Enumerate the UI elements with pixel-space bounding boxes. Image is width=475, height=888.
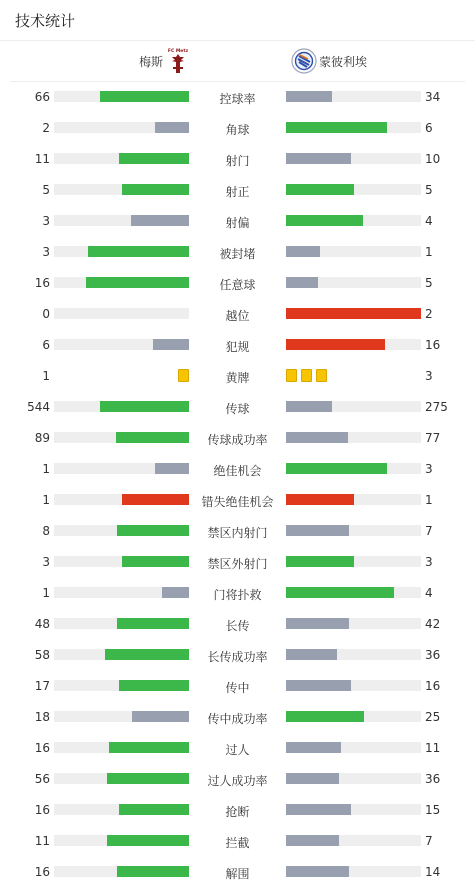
- stat-label: 任意球: [219, 278, 256, 292]
- away-stat-bar-fill: [286, 742, 341, 753]
- stat-row: [0, 81, 475, 112]
- stat-row: [0, 391, 475, 422]
- home-stat-bar: [54, 680, 189, 691]
- away-stat-value: 25: [425, 710, 441, 724]
- home-stat-bar: [54, 742, 189, 753]
- home-stat-value: 1: [42, 493, 50, 507]
- home-stat-bar: [54, 153, 189, 164]
- home-stat-bar-fill: [162, 587, 189, 598]
- away-stat-value: 42: [425, 617, 441, 631]
- away-stat-value: 7: [425, 834, 433, 848]
- stat-label: 长传成功率: [207, 650, 268, 664]
- stat-label: 传中成功率: [207, 712, 268, 726]
- home-stat-value: 16: [34, 741, 50, 755]
- home-stat-value: 1: [42, 586, 50, 600]
- home-stat-bar: [54, 432, 189, 443]
- home-stat-bar-fill: [155, 463, 189, 474]
- stat-row: [0, 453, 475, 484]
- home-stat-value: 11: [34, 834, 50, 848]
- away-stat-bar: [286, 122, 421, 133]
- home-stat-bar-fill: [109, 742, 189, 753]
- home-stat-bar: [54, 308, 189, 319]
- stat-row: [0, 546, 475, 577]
- away-stat-bar-fill: [286, 804, 351, 815]
- home-stat-bar-fill: [107, 835, 189, 846]
- home-stat-value: 11: [34, 152, 50, 166]
- away-stat-bar-fill: [286, 494, 354, 505]
- away-stat-value: 1: [425, 245, 433, 259]
- stat-label: 绝佳机会: [213, 464, 262, 478]
- stat-row: [0, 236, 475, 267]
- away-stat-bar: [286, 773, 421, 784]
- home-stat-value: 66: [34, 90, 50, 104]
- stat-label: 错失绝佳机会: [201, 495, 274, 509]
- away-stat-value: 3: [425, 555, 433, 569]
- away-stat-bar-fill: [286, 308, 421, 319]
- stat-row: [0, 763, 475, 794]
- stat-row: [0, 577, 475, 608]
- home-stat-bar-fill: [88, 246, 189, 257]
- teams-row: [10, 41, 465, 82]
- home-stat-value: 16: [34, 803, 50, 817]
- away-stat-value: 5: [425, 183, 433, 197]
- home-stat-bar-fill: [105, 649, 189, 660]
- away-stat-bar-fill: [286, 773, 339, 784]
- away-stat-bar: [286, 184, 421, 195]
- away-stat-value: 11: [425, 741, 441, 755]
- home-yellow-cards: [178, 369, 189, 382]
- away-stat-bar-fill: [286, 618, 349, 629]
- home-stat-value: 1: [42, 369, 50, 383]
- away-stat-bar: [286, 432, 421, 443]
- stat-row: [0, 205, 475, 236]
- home-stat-bar-fill: [119, 153, 189, 164]
- stat-row: [0, 267, 475, 298]
- away-stat-bar-fill: [286, 432, 348, 443]
- stats-list: [0, 81, 475, 887]
- home-stat-bar: [54, 463, 189, 474]
- away-team-logo[interactable]: [291, 48, 317, 74]
- yellow-card-icon: [286, 369, 297, 382]
- home-stat-value: 544: [27, 400, 50, 414]
- away-stat-bar-fill: [286, 866, 349, 877]
- stat-label: 禁区内射门: [207, 526, 268, 540]
- stat-label: 门将扑救: [213, 588, 262, 602]
- stat-label: 传球成功率: [207, 433, 268, 447]
- away-stat-bar-fill: [286, 525, 349, 536]
- home-stat-bar: [54, 494, 189, 505]
- away-stat-bar: [286, 866, 421, 877]
- away-stat-bar-fill: [286, 277, 318, 288]
- away-stat-bar-fill: [286, 401, 332, 412]
- home-stat-bar-fill: [131, 215, 189, 226]
- away-team-name[interactable]: 蒙彼利埃: [319, 55, 368, 69]
- home-stat-bar-fill: [122, 184, 190, 195]
- away-stat-value: 14: [425, 865, 441, 879]
- away-stat-bar-fill: [286, 649, 337, 660]
- stat-label: 解围: [225, 867, 250, 881]
- stat-row: [0, 701, 475, 732]
- home-stat-bar-fill: [100, 401, 189, 412]
- home-stat-bar-fill: [117, 618, 189, 629]
- home-stat-bar-fill: [119, 680, 189, 691]
- stat-label: 禁区外射门: [207, 557, 268, 571]
- home-stat-value: 48: [34, 617, 50, 631]
- stat-row: [0, 732, 475, 763]
- stat-row: [0, 639, 475, 670]
- home-stat-bar: [54, 246, 189, 257]
- stat-row: [0, 360, 475, 391]
- stat-row: [0, 484, 475, 515]
- away-stat-value: 34: [425, 90, 441, 104]
- away-stat-bar: [286, 618, 421, 629]
- home-stat-bar-fill: [132, 711, 189, 722]
- away-stat-bar-fill: [286, 680, 351, 691]
- away-stat-bar-fill: [286, 556, 354, 567]
- away-stat-bar: [286, 215, 421, 226]
- away-stat-bar: [286, 91, 421, 102]
- home-stat-value: 56: [34, 772, 50, 786]
- home-stat-bar: [54, 618, 189, 629]
- away-stat-bar: [286, 277, 421, 288]
- home-stat-bar: [54, 215, 189, 226]
- home-stat-bar: [54, 804, 189, 815]
- stat-label: 射正: [225, 185, 250, 199]
- home-stat-value: 5: [42, 183, 50, 197]
- home-stat-value: 17: [34, 679, 50, 693]
- home-stat-bar: [54, 773, 189, 784]
- yellow-card-icon: [316, 369, 327, 382]
- stat-row: [0, 329, 475, 360]
- home-stat-value: 16: [34, 865, 50, 879]
- stat-row: [0, 422, 475, 453]
- away-stat-bar: [286, 308, 421, 319]
- home-stat-bar: [54, 401, 189, 412]
- home-stat-value: 18: [34, 710, 50, 724]
- home-stat-bar-fill: [119, 804, 189, 815]
- away-stat-bar: [286, 556, 421, 567]
- stat-label: 射门: [225, 154, 250, 168]
- home-stat-value: 3: [42, 245, 50, 259]
- stat-label: 角球: [225, 123, 250, 137]
- away-stat-value: 3: [425, 462, 433, 476]
- stat-row: [0, 825, 475, 856]
- away-stat-bar-fill: [286, 463, 387, 474]
- away-stat-value: 6: [425, 121, 433, 135]
- home-stat-bar: [54, 866, 189, 877]
- away-stat-value: 275: [425, 400, 448, 414]
- away-stat-bar: [286, 649, 421, 660]
- home-stat-value: 8: [42, 524, 50, 538]
- stat-row: [0, 298, 475, 329]
- stat-label: 抢断: [225, 805, 250, 819]
- away-stat-bar: [286, 587, 421, 598]
- stat-label: 过人成功率: [207, 774, 268, 788]
- stat-label: 控球率: [219, 92, 256, 106]
- home-stat-bar: [54, 525, 189, 536]
- home-stat-bar: [54, 184, 189, 195]
- away-stat-bar: [286, 525, 421, 536]
- stat-label: 越位: [225, 309, 250, 323]
- away-stat-bar-fill: [286, 246, 320, 257]
- yellow-card-icon: [301, 369, 312, 382]
- away-stat-value: 10: [425, 152, 441, 166]
- stat-row: [0, 174, 475, 205]
- away-stat-bar-fill: [286, 215, 363, 226]
- stat-label: 射偏: [225, 216, 250, 230]
- home-stat-value: 2: [42, 121, 50, 135]
- home-stat-bar-fill: [153, 339, 189, 350]
- away-yellow-cards: [286, 369, 327, 382]
- home-stat-value: 0: [42, 307, 50, 321]
- away-stat-value: 3: [425, 369, 433, 383]
- away-stat-value: 15: [425, 803, 441, 817]
- stat-row: [0, 608, 475, 639]
- away-stat-bar: [286, 494, 421, 505]
- home-stat-bar: [54, 649, 189, 660]
- stat-row: [0, 515, 475, 546]
- home-stat-value: 6: [42, 338, 50, 352]
- away-stat-bar-fill: [286, 153, 351, 164]
- stat-row: [0, 856, 475, 887]
- home-stat-value: 58: [34, 648, 50, 662]
- stat-label: 犯规: [225, 340, 250, 354]
- home-stat-bar-fill: [122, 556, 190, 567]
- home-stat-bar: [54, 277, 189, 288]
- home-stat-value: 89: [34, 431, 50, 445]
- stat-label: 传中: [225, 681, 250, 695]
- away-stat-bar: [286, 339, 421, 350]
- home-stat-bar: [54, 91, 189, 102]
- away-stat-bar-fill: [286, 711, 364, 722]
- away-stat-value: 16: [425, 338, 441, 352]
- home-stat-bar: [54, 122, 189, 133]
- stat-label: 拦截: [225, 836, 250, 850]
- home-stat-bar-fill: [107, 773, 189, 784]
- away-stat-value: 2: [425, 307, 433, 321]
- away-stat-bar: [286, 711, 421, 722]
- away-stat-bar: [286, 246, 421, 257]
- away-stat-value: 1: [425, 493, 433, 507]
- stat-row: [0, 112, 475, 143]
- away-stat-value: 36: [425, 772, 441, 786]
- away-stat-bar-fill: [286, 91, 332, 102]
- home-logo-text: FC Metz: [167, 49, 189, 54]
- stat-label: 传球: [225, 402, 250, 416]
- stat-label: 黄牌: [225, 371, 250, 385]
- away-stat-value: 16: [425, 679, 441, 693]
- stat-row: [0, 670, 475, 701]
- home-stat-bar-fill: [116, 432, 189, 443]
- away-stat-value: 36: [425, 648, 441, 662]
- home-stat-bar-fill: [86, 277, 189, 288]
- away-stat-bar-fill: [286, 122, 387, 133]
- home-team-logo[interactable]: [167, 47, 189, 75]
- away-stat-value: 5: [425, 276, 433, 290]
- away-stat-value: 7: [425, 524, 433, 538]
- home-stat-bar-fill: [122, 494, 190, 505]
- home-stat-bar: [54, 339, 189, 350]
- home-stat-value: 3: [42, 214, 50, 228]
- away-stat-bar: [286, 401, 421, 412]
- away-stat-bar-fill: [286, 835, 339, 846]
- stat-label: 过人: [225, 743, 250, 757]
- away-stat-bar: [286, 153, 421, 164]
- away-stat-bar-fill: [286, 339, 385, 350]
- away-stat-value: 4: [425, 214, 433, 228]
- stat-label: 长传: [225, 619, 250, 633]
- home-stat-value: 1: [42, 462, 50, 476]
- stat-label: 被封堵: [219, 247, 256, 261]
- home-stat-bar-fill: [100, 91, 189, 102]
- yellow-card-icon: [178, 369, 189, 382]
- home-stat-bar-fill: [117, 866, 189, 877]
- away-stat-value: 77: [425, 431, 441, 445]
- home-stat-bar: [54, 556, 189, 567]
- home-stat-bar: [54, 711, 189, 722]
- page-title: 技术统计: [15, 12, 76, 30]
- away-stat-bar-fill: [286, 587, 394, 598]
- away-stat-bar: [286, 680, 421, 691]
- away-stat-bar: [286, 463, 421, 474]
- away-stat-bar-fill: [286, 184, 354, 195]
- stat-row: [0, 794, 475, 825]
- away-stat-bar: [286, 835, 421, 846]
- home-stat-bar: [54, 587, 189, 598]
- home-team-name[interactable]: 梅斯: [138, 55, 163, 69]
- home-stat-value: 3: [42, 555, 50, 569]
- away-stat-bar: [286, 742, 421, 753]
- home-stat-bar-fill: [155, 122, 189, 133]
- home-stat-bar-fill: [117, 525, 189, 536]
- home-stat-value: 16: [34, 276, 50, 290]
- away-stat-value: 4: [425, 586, 433, 600]
- header: [0, 0, 475, 41]
- stat-row: [0, 143, 475, 174]
- away-stat-bar: [286, 804, 421, 815]
- home-stat-bar: [54, 835, 189, 846]
